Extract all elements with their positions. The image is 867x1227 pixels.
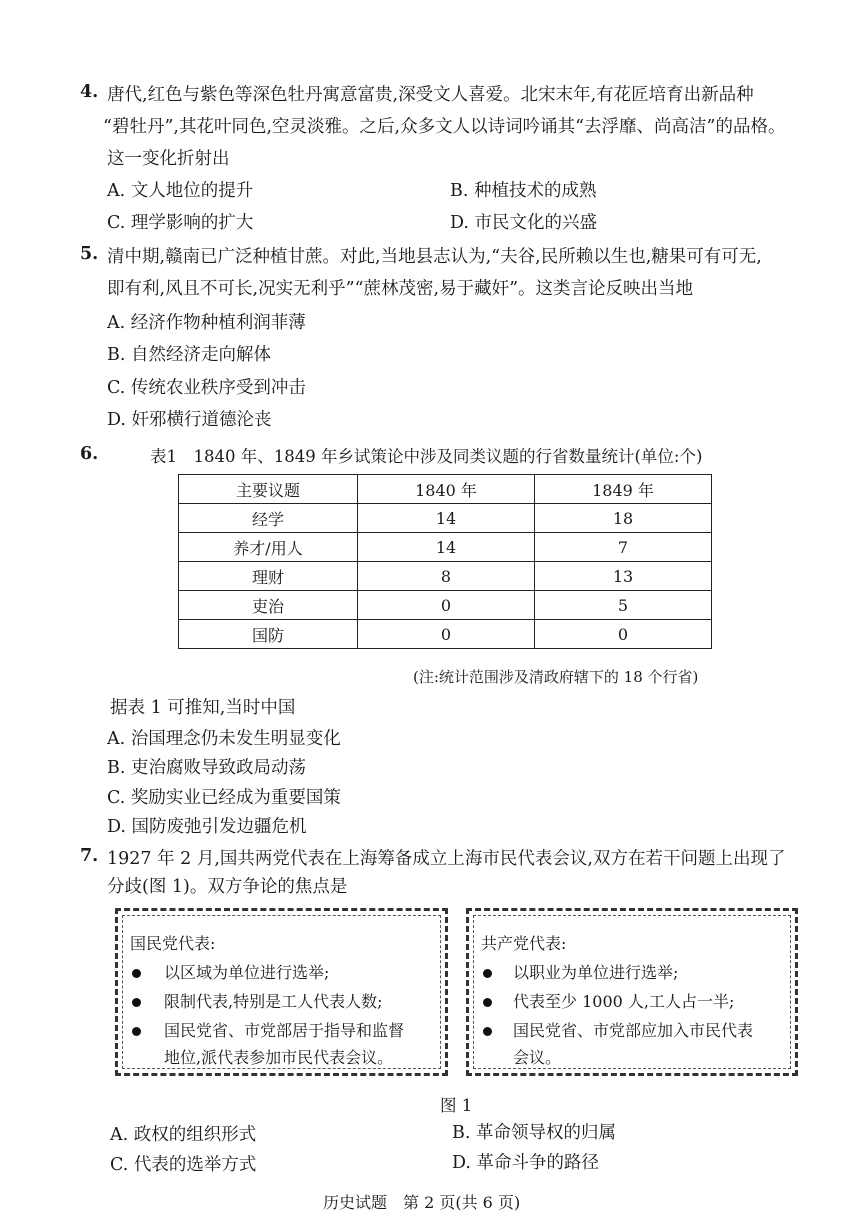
question-5-line-2: 即有利,风且不可长,况实无利乎”“蔗林茂密,易于藏奸”。这类言论反映出当地 <box>107 279 694 299</box>
kmt-box-item-2: 限制代表,特别是工人代表人数; <box>164 992 383 1011</box>
question-5-number: 5. <box>80 244 99 264</box>
question-7-option-c: C. 代表的选举方式 <box>110 1155 257 1175</box>
table-cell: 经学 <box>179 504 358 533</box>
ccp-box-title: 共产党代表: <box>481 934 567 953</box>
bullet-icon <box>132 998 141 1007</box>
kmt-representatives-box <box>115 908 448 1076</box>
question-6-number: 6. <box>80 444 99 464</box>
question-6-option-b: B. 吏治腐败导致政局动荡 <box>107 758 306 778</box>
bullet-icon <box>132 969 141 978</box>
figure-1-caption: 图 1 <box>440 1096 473 1115</box>
question-4-line-3: 这一变化折射出 <box>107 149 230 169</box>
ccp-box-item-3-cont: 会议。 <box>513 1048 562 1067</box>
question-6-option-c: C. 奖励实业已经成为重要国策 <box>107 788 341 808</box>
table-cell: 7 <box>535 533 712 562</box>
table-cell: 0 <box>358 620 535 649</box>
question-4-option-d: D. 市民文化的兴盛 <box>450 213 598 233</box>
question-5-option-c: C. 传统农业秩序受到冲击 <box>107 378 306 398</box>
question-7-option-d: D. 革命斗争的路径 <box>452 1153 600 1173</box>
table-cell: 8 <box>358 562 535 591</box>
bullet-icon <box>483 998 492 1007</box>
question-4-option-c: C. 理学影响的扩大 <box>107 213 254 233</box>
question-4-option-a: A. 文人地位的提升 <box>107 181 254 201</box>
bullet-icon <box>483 969 492 978</box>
table-cell: 国防 <box>179 620 358 649</box>
kmt-box-title: 国民党代表: <box>130 934 216 953</box>
question-5-line-1: 清中期,赣南已广泛种植甘蔗。对此,当地县志认为,“夫谷,民所赖以生也,糖果可有可无, <box>107 247 762 267</box>
table-header-cell: 1849 年 <box>535 475 712 504</box>
question-7-option-b: B. 革命领导权的归属 <box>452 1123 616 1143</box>
ccp-representatives-box <box>466 908 798 1076</box>
table-cell: 14 <box>358 533 535 562</box>
question-7-line-1: 1927 年 2 月,国共两党代表在上海筹备成立上海市民代表会议,双方在若干问题上出现了 <box>107 849 786 869</box>
ccp-box-item-3: 国民党省、市党部应加入市民代表 <box>513 1021 754 1040</box>
table-row <box>179 591 712 620</box>
table-1 <box>178 474 712 649</box>
table-cell: 18 <box>535 504 712 533</box>
kmt-box-item-3: 国民党省、市党部居于指导和监督 <box>164 1021 405 1040</box>
table-1-note: (注:统计范围涉及清政府辖下的 18 个行省) <box>413 668 699 686</box>
ccp-box-item-1: 以职业为单位进行选举; <box>513 963 679 982</box>
table-header-cell: 1840 年 <box>358 475 535 504</box>
page-footer: 历史试题 第 2 页(共 6 页) <box>323 1193 521 1212</box>
question-6-option-d: D. 国防废弛引发边疆危机 <box>107 817 307 837</box>
question-5-option-b: B. 自然经济走向解体 <box>107 345 271 365</box>
table-row <box>179 504 712 533</box>
question-7-number: 7. <box>80 846 99 866</box>
question-4-number: 4. <box>80 82 99 102</box>
bullet-icon <box>132 1027 141 1036</box>
table-row <box>179 562 712 591</box>
question-5-option-d: D. 奸邪横行道德沦丧 <box>107 410 272 430</box>
table-cell: 吏治 <box>179 591 358 620</box>
question-4-option-b: B. 种植技术的成熟 <box>450 181 597 201</box>
question-7-option-a: A. 政权的组织形式 <box>110 1125 257 1145</box>
table-cell: 理财 <box>179 562 358 591</box>
kmt-box-item-3-cont: 地位,派代表参加市民代表会议。 <box>164 1048 394 1067</box>
question-6-stem: 据表 1 可推知,当时中国 <box>110 698 296 718</box>
question-4-line-1: 唐代,红色与紫色等深色牡丹寓意富贵,深受文人喜爱。北宋末年,有花匠培育出新品种 <box>107 85 754 105</box>
table-row <box>179 620 712 649</box>
question-6-option-a: A. 治国理念仍未发生明显变化 <box>107 729 341 749</box>
table-header-row <box>179 475 712 504</box>
kmt-box-item-1: 以区域为单位进行选举; <box>164 963 330 982</box>
ccp-box-item-2: 代表至少 1000 人,工人占一半; <box>513 992 735 1011</box>
table-row <box>179 533 712 562</box>
bullet-icon <box>483 1027 492 1036</box>
table-cell: 5 <box>535 591 712 620</box>
table-1-title: 表1 1840 年、1849 年乡试策论中涉及同类议题的行省数量统计(单位:个) <box>150 447 703 466</box>
table-header-cell: 主要议题 <box>179 475 358 504</box>
table-cell: 0 <box>358 591 535 620</box>
question-7-line-2: 分歧(图 1)。双方争论的焦点是 <box>107 877 348 897</box>
table-cell: 13 <box>535 562 712 591</box>
table-cell: 0 <box>535 620 712 649</box>
question-4-line-2: “碧牡丹”,其花叶同色,空灵淡雅。之后,众多文人以诗词吟诵其“去浮靡、尚高洁”的品格。 <box>103 117 786 137</box>
table-cell: 14 <box>358 504 535 533</box>
table-cell: 养才/用人 <box>179 533 358 562</box>
question-5-option-a: A. 经济作物种植利润菲薄 <box>107 313 306 333</box>
